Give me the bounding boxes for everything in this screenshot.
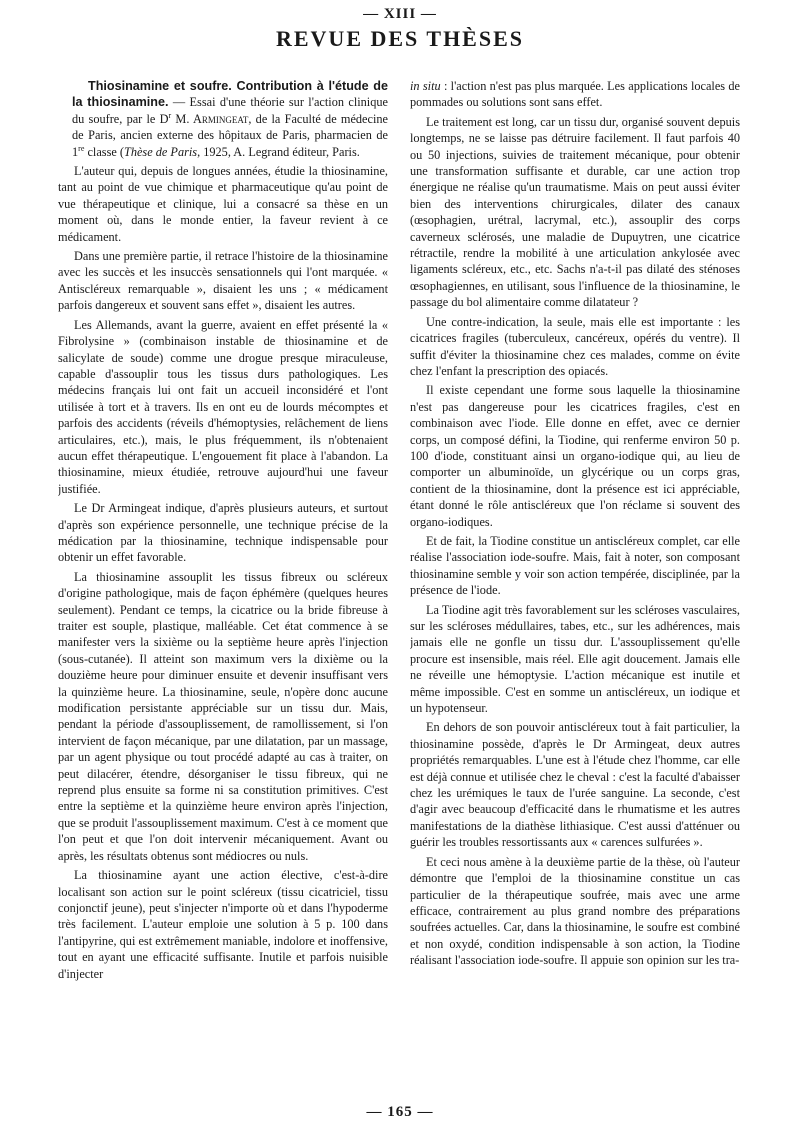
right-paragraph-1: Le traitement est long, car un tissu dur, organisé souvent depuis longtemps, ne se laisse pas détruire facilement. Il faut parfois 40 ou 50 injections, suivies de traitement mécanique, pour obtenir une transformation suffisante et durable, car une action trop énergique ne réalise qu'un traumatisme. Mais on peut aussi éviter bien des interventions chirurgicales, dilater des canaux (œsophagien, urétral, lacrymal, etc.), assouplir des corps caverneux sclérosés, une maladie de Dupuytren, une cicatrice rétractile, rendre la mobilité à une articulation ankylosée avec ligaments scléreux, etc., etc. Sachs n'a-t-il pas dilaté des sténoses œsophagiennes, en utilisant, sous l'influence de la thiosinamine, le passage du bol alimentaire comme dilatateur ? xyxy=(410,114,740,310)
left-paragraph-5: La thiosinamine assouplit les tissus fibreux ou scléreux d'origine pathologique, mais de façon éphémère (quelques heures seulement). Pendant ce temps, la cicatrice ou la bride fibreuse à traiter est souple, plastique, malléable. Cet état commence à se manifester vers la sixième ou la septième heure après l'injection (sous-cutanée). Il atteint son maximum vers la dixième ou la douzième heure pour diminuer ensuite et devenir insuffisant vers la quinzième heure. La thiosinamine, seule, n'opère donc aucune modification persistante appréciable sur un tissu dur. Mais, pendant la période d'assouplissement, de ramollissement, si l'on intervient de façon mécanique, par une dilatation, par un massage, par un agent physique ou tout procédé adapté au cas à traiter, on peut dilacérer, étendre, désorganiser le tissu fibreux, qui ne reprend plus ensuite sa forme ni sa constitution primitives. C'est entre la septième et la quinzième heure environ après l'injection, que se produit l'assouplissement maximum. C'est à ce moment que l'on peut et que l'on doit intervenir mécaniquement. Avant ou après, les résultats obtenus sont médiocres ou nuls. xyxy=(58,569,388,863)
citation-italic: Thèse de Paris xyxy=(123,144,198,159)
right-continued-text: : l'action n'est pas plus marquée. Les applications locales de pommades ou solutions sont sans effet. xyxy=(410,79,740,110)
left-paragraph-2: Dans une première partie, il retrace l'histoire de la thiosinamine avec les succès et les insuccès sensationnels qui l'ont marquée. « Antiscléreux remarquable », disaient les uns ; « médicament parfois dangereux et souvent sans effet », disaient les autres. xyxy=(58,249,388,313)
section-title: REVUE DES THÈSES xyxy=(275,26,524,51)
citation-part-a: — Essai d'une théorie sur l'action clinique du soufre, par le D xyxy=(72,95,388,126)
left-paragraph-3: Les Allemands, avant la guerre, avaient en effet présenté la « Fibrolysine » (combinaison instable de thiosinamine et de salicylate de soude) comme une drogue presque miraculeuse, capable d'assouplir tous les tissus durs pathologiques. Les médecins français lui ont fait un accueil inconsidéré et l'ont utilisée à tort et à travers. Ils en ont eu de lourds mécomptes et parfois des accidents (réveils d'hémoptysies, relâchement de liens articulaires, etc.), mais, le plus fréquemment, ils n'obtenaient aucun effet thérapeutique. L'engouement fit place à l'abandon. La thiosinamine, mieux étudiée, retrouve aujourd'hui une faveur justifiée. xyxy=(58,317,388,496)
review-heading xyxy=(58,78,388,160)
left-paragraph-6: La thiosinamine ayant une action élective, c'est-à-dire localisant son action sur le point scléreux (tissu cicatriciel, tissu conjonctif jeune), peut s'injecter n'importe où et dans l'hypoderme très facilement. L'auteur emploie une solution à 5 p. 100 dans l'antipyrine, qui est extrêmement maniable, indolore et inoffensive, tout en ayant une efficacité suffisante. Inutile et parfois nuisible d'injecter xyxy=(58,868,388,981)
left-column xyxy=(58,78,388,1098)
right-column xyxy=(410,78,740,1098)
citation-sup: r xyxy=(168,110,172,120)
left-paragraph-1: L'auteur qui, depuis de longues années, étudie la thiosinamine, tant au point de vue chimique et pharmaceutique qu'au point de vue thérapeutique et clinique, lui a consacré sa thèse en un moment où, dans le monde entier, la faveur revient à ce médicament. xyxy=(58,164,388,244)
citation-part-c: classe ( xyxy=(84,144,124,159)
right-paragraph-5: La Tiodine agit très favorablement sur les scléroses vasculaires, sur les scléroses médullaires, tabes, etc., sur les adhérences, mais jamais elle ne gonfle un tissu dur. L'assouplissement qu'elle procure est insensible, mais réel. Elle agit doucement. Jamais elle ne réveille une hémoptysie. L'action mécanique est inutile et même impossible. C'est en somme un antiscléreux, un iodique et un hypotenseur. xyxy=(410,602,740,716)
page-roman-numeral: — XIII — xyxy=(363,6,437,22)
review-title: Thiosinamine et soufre. Contribution à l'étude de la thiosinamine. xyxy=(72,79,388,110)
citation-author: M. Armingeat xyxy=(171,111,249,126)
right-paragraph-4: Et de fait, la Tiodine constitue un antiscléreux complet, car elle réalise l'association iode-soufre. Mais, fait à noter, son composant thiosinamine semble y voir son action tempérée, disciplinée, par la présence de l'iode. xyxy=(410,533,740,598)
right-paragraph-6: En dehors de son pouvoir antiscléreux tout à fait particulier, la thiosinamine possède, d'après le Dr Armingeat, deux autres propriétés remarquables. L'une est à l'étude chez l'homme, car elle est déjà connue et utilisée chez le cheval : c'est la faculté d'abaisser chez les urémiques le taux de l'urée sanguine. La seconde, c'est d'agir avec beaucoup d'efficacité dans le rhumatisme et les autres manifestations de la diathèse lithiasique. C'est aussi d'atténuer ou guérir les troubles ressortissants aux « carences sulfurées ». xyxy=(410,720,740,850)
right-paragraph-7: Et ceci nous amène à la deuxième partie de la thèse, où l'auteur démontre que l'emploi de la thiosinamine constitue un cas particulier de la thérapeutique soufrée, mais avec une arme efficace, contrairement au plus grand nombre des préparations soufrées actuelles. Car, dans la thiosinamine, le soufre est combiné et non oxydé, condition indispensable à son action, la Tiodine réalisant l'association iode-soufre. Il appuie son opinion sur les tra- xyxy=(410,854,740,968)
right-paragraph-continued xyxy=(410,78,740,111)
citation-part-b: , de la Faculté de médecine de Paris, ancien externe des hôpitaux de Paris, pharmacien de 1 xyxy=(72,111,388,159)
citation-sup2: re xyxy=(78,143,85,153)
right-paragraph-3: Il existe cependant une forme sous laquelle la thiosinamine n'est pas dangereuse pour les cicatrices fragiles, c'est en combinaison avec l'iode. Elle donne en effet, avec ce dernier corps, un composé défini, la Tiodine, qui renferme environ 50 p. 100 d'iode, constituant ainsi un organo-iodique qui, au lieu de comporter un albuminoïde, un glycérique ou un corps gras, contient de la thiosinamine, dont la présence est ici appréciable, étant donné le rôle antiscléreux que l'on réclame si souvent des organo-iodiques. xyxy=(410,383,740,529)
page-number: — 165 — xyxy=(366,1104,434,1120)
right-paragraph-2: Une contre-indication, la seule, mais elle est importante : les cicatrices fragiles (tuberculeux, cancéreux, opérés du ventre). Il suffit d'éviter la thiosinamine chez ces malades, comme on évite chez l'enfant la prescription des opiacés. xyxy=(410,314,740,378)
in-situ-italic: in situ xyxy=(410,79,441,93)
left-paragraph-4: Le Dr Armingeat indique, d'après plusieurs auteurs, et surtout d'après son expérience personnelle, une technique précise de la médication par la thiosinamine, technique indispensable pour obtenir un effet favorable. xyxy=(58,501,388,565)
citation-part-d: , 1925, A. Legrand éditeur, Paris. xyxy=(197,144,360,159)
